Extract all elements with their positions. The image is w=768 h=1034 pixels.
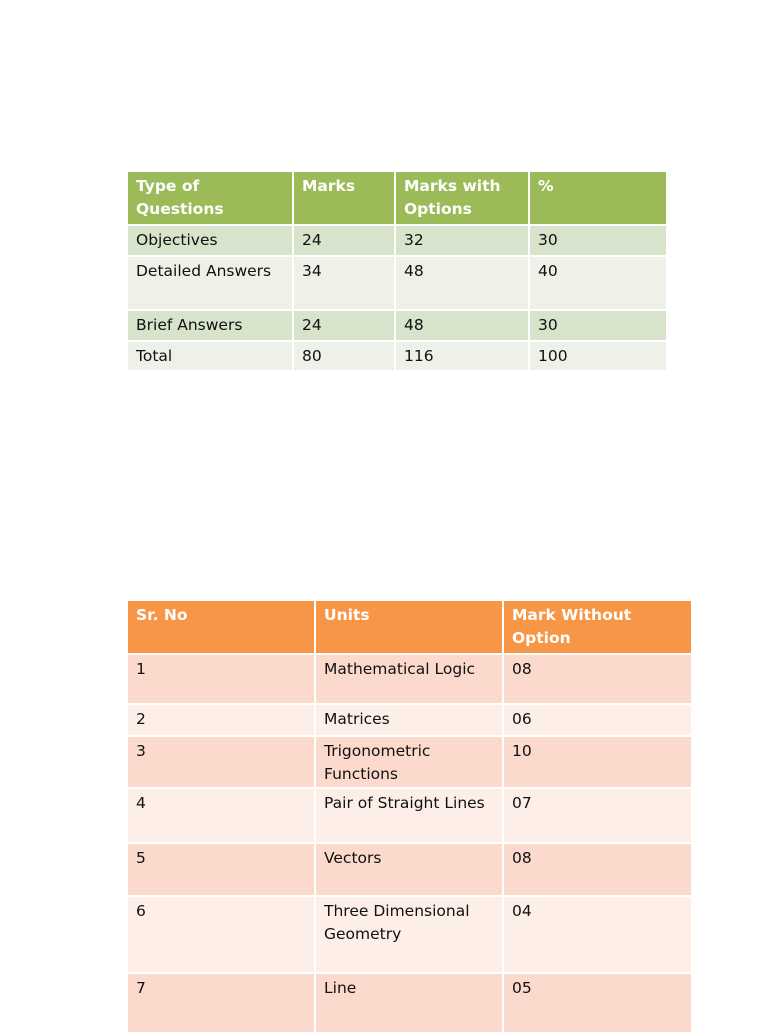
table-header-row [128,601,691,655]
table-row [128,655,691,705]
header-mark-without-option: Mark Without Option [504,601,691,655]
table-row [128,226,666,257]
table-row [128,257,666,311]
header-marks-with-options: Marks with Options [396,172,530,226]
cell-percent: 40 [530,257,666,311]
table-row [128,844,691,897]
header-marks: Marks [294,172,396,226]
cell-sr-no: 1 [128,655,316,705]
table-row [128,311,666,342]
cell-marks-with-options: 48 [396,311,530,342]
table-header-row [128,172,666,226]
cell-marks: 24 [294,311,396,342]
table-row [128,789,691,844]
cell-marks-with-options: 116 [396,342,530,372]
cell-type: Brief Answers [128,311,294,342]
cell-unit: Three Dimensional Geometry [316,897,504,974]
cell-mark: 06 [504,705,691,737]
header-percent: % [530,172,666,226]
header-sr-no: Sr. No [128,601,316,655]
table-row [128,705,691,737]
cell-unit: Pair of Straight Lines [316,789,504,844]
cell-sr-no: 6 [128,897,316,974]
cell-marks: 80 [294,342,396,372]
cell-sr-no: 2 [128,705,316,737]
cell-sr-no: 5 [128,844,316,897]
cell-mark: 08 [504,844,691,897]
cell-type: Total [128,342,294,372]
cell-mark: 07 [504,789,691,844]
cell-percent: 30 [530,311,666,342]
cell-unit: Matrices [316,705,504,737]
cell-unit: Trigonometric Functions [316,737,504,789]
table-row [128,897,691,974]
table-row [128,737,691,789]
cell-percent: 30 [530,226,666,257]
cell-type: Objectives [128,226,294,257]
cell-mark: 08 [504,655,691,705]
cell-sr-no: 7 [128,974,316,1034]
cell-marks: 24 [294,226,396,257]
cell-marks-with-options: 32 [396,226,530,257]
cell-sr-no: 3 [128,737,316,789]
cell-mark: 05 [504,974,691,1034]
header-type-of-questions: Type of Questions [128,172,294,226]
cell-marks: 34 [294,257,396,311]
cell-unit: Vectors [316,844,504,897]
units-marks-table [128,601,691,1034]
question-type-table [128,172,666,372]
cell-marks-with-options: 48 [396,257,530,311]
table-row [128,974,691,1034]
cell-mark: 10 [504,737,691,789]
cell-percent: 100 [530,342,666,372]
cell-mark: 04 [504,897,691,974]
cell-sr-no: 4 [128,789,316,844]
cell-unit: Line [316,974,504,1034]
table-row [128,342,666,372]
cell-type: Detailed Answers [128,257,294,311]
cell-unit: Mathematical Logic [316,655,504,705]
header-units: Units [316,601,504,655]
